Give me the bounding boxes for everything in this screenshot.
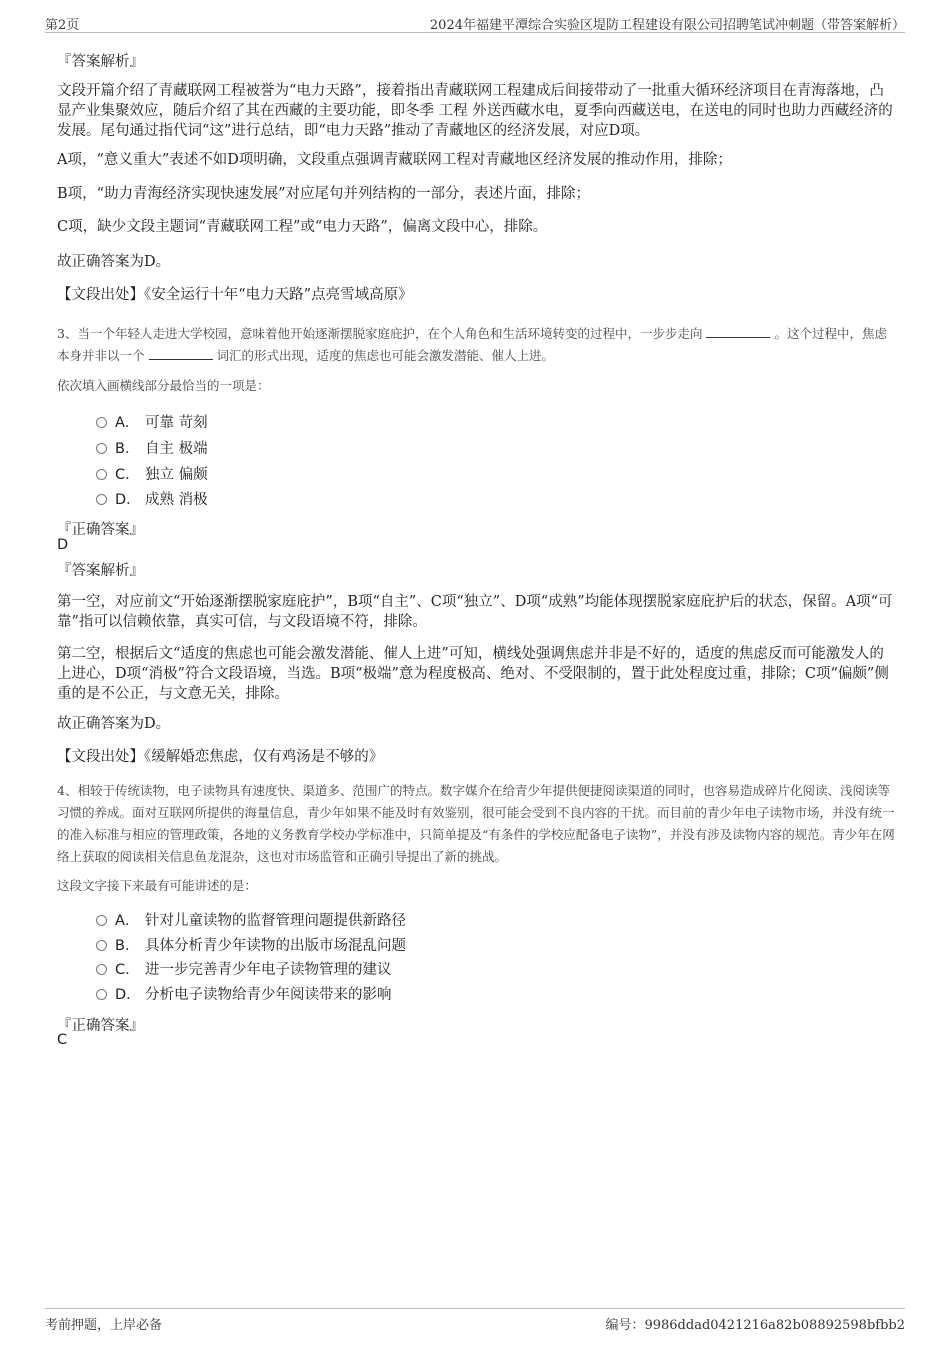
q3-source: 【文段出处】《缓解婚恋焦虑，仅有鸡汤是不够的》 bbox=[57, 749, 384, 765]
q3-blank-1 bbox=[706, 325, 770, 338]
q4-option-b[interactable]: B． 具体分析青少年读物的出版市场混乱问题 bbox=[96, 936, 406, 956]
radio-icon[interactable] bbox=[96, 469, 107, 480]
radio-icon[interactable] bbox=[96, 989, 107, 1000]
q4-stem: 4、相较于传统读物，电子读物具有速度快、渠道多、范围广的特点。数字媒介在给青少年提供便捷阅读渠道的同时，也容易造成碎片化阅读、浅阅读等习惯的养成。面对互联网所提供的海量信息，青少年如果不能及时有效鉴别，很可能会受到不良内容的干扰。而目前的青少年电子读物市场，并没有统一的准入标准与相应的管理政策，各地的义务教育学校办学标准中，只简单提及“有条件的学校应配备电子读物”，并没有涉及读物内容的规范。青少年在网络上获取的阅读相关信息鱼龙混杂，这也对市场监管和正确引导提出了新的挑战。 bbox=[57, 783, 895, 864]
q4-prompt: 这段文字接下来最有可能讲述的是： bbox=[57, 878, 258, 893]
q3-option-d[interactable]: D． 成熟 消极 bbox=[96, 490, 208, 510]
q3-analysis-p2: 第二空，根据后文“适度的焦虑也可能会激发潜能、催人上进”可知，横线处强调焦虑并非是不好的，适度的焦虑反而可能激发人的上进心，D项“消极”符合文段语境，当选。B项“极端”意为程度极高、绝对、不受限制的，置于此处程度过重，排除；C项“偏颇”侧重的是不公正，与文意无关，排除。 bbox=[57, 646, 889, 702]
q4-option-c[interactable]: C． 进一步完善青少年电子读物管理的建议 bbox=[96, 960, 392, 980]
radio-icon[interactable] bbox=[96, 443, 107, 454]
q3-answer-label: 『正确答案』 bbox=[57, 522, 144, 538]
radio-icon[interactable] bbox=[96, 417, 107, 428]
page-footer bbox=[45, 1308, 905, 1333]
q4-option-a[interactable]: A． 针对儿童读物的监督管理问题提供新路径 bbox=[96, 911, 406, 931]
q2-analysis-p2: A项，“意义重大”表述不如D项明确，文段重点强调青藏联网工程对青藏地区经济发展的推动作用，排除； bbox=[57, 152, 732, 168]
radio-icon[interactable] bbox=[96, 940, 107, 951]
q2-conclusion: 故正确答案为D。 bbox=[57, 254, 171, 270]
q2-analysis-p3: B项，“助力青海经济实现快速发展”对应尾句并列结构的一部分，表述片面，排除； bbox=[57, 186, 590, 202]
q3-analysis-p1: 第一空，对应前文“开始逐渐摆脱家庭庇护”，B项“自主”、C项“独立”、D项“成熟”均能体现摆脱家庭庇护后的状态，保留。A项“可靠”指可以信赖依靠，真实可信，与文段语境不符，排除。 bbox=[57, 594, 893, 630]
radio-icon[interactable] bbox=[96, 494, 107, 505]
q4-option-d[interactable]: D． 分析电子读物给青少年阅读带来的影响 bbox=[96, 985, 392, 1005]
radio-icon[interactable] bbox=[96, 915, 107, 926]
q2-analysis-p4: C项，缺少文段主题词“青藏联网工程”或“电力天路”，偏离文段中心，排除。 bbox=[57, 219, 548, 235]
q3-blank-2 bbox=[149, 347, 213, 360]
q2-analysis-p1: 文段开篇介绍了青藏联网工程被誉为“电力天路”，接着指出青藏联网工程建成后间接带动了一批重大循环经济项目在青海落地，凸显产业集聚效应，随后介绍了其在西藏的主要功能，即冬季 工程 外送西藏水电，夏季向西藏送电，在送电的同时也助力西藏经济的发展。尾句通过指代词“这”进行总结，即“电力天路”推动了青藏地区的经济发展，对应D项。 bbox=[57, 83, 893, 139]
page-header bbox=[45, 12, 905, 33]
q3-option-b[interactable]: B． 自主 极端 bbox=[96, 439, 208, 459]
page-number: 第2页 bbox=[45, 18, 80, 33]
q4-answer: C bbox=[57, 1032, 68, 1048]
document-id: 编号：9986ddad0421216a82b08892598bfbb2 bbox=[605, 1318, 905, 1333]
q4-answer-label: 『正确答案』 bbox=[57, 1018, 144, 1034]
radio-icon[interactable] bbox=[96, 964, 107, 975]
q3-prompt: 依次填入画横线部分最恰当的一项是： bbox=[57, 378, 270, 393]
q3-answer: D bbox=[57, 537, 69, 553]
q3-analysis-label: 『答案解析』 bbox=[57, 563, 144, 579]
q2-analysis-label: 『答案解析』 bbox=[57, 54, 144, 70]
q2-source: 【文段出处】《安全运行十年“电力天路”点亮雪域高原》 bbox=[57, 287, 413, 303]
q3-option-c[interactable]: C． 独立 偏颇 bbox=[96, 465, 208, 485]
q3-option-a[interactable]: A． 可靠 苛刻 bbox=[96, 413, 208, 433]
footer-slogan: 考前押题，上岸必备 bbox=[45, 1318, 163, 1333]
q3-stem: 3、当一个年轻人走进大学校园，意味着他开始逐渐摆脱家庭庇护，在个人角色和生活环境转变的过程中，一步步走向 。这个过程中，焦虑本身并非以一个 词汇的形式出现，适度的焦虑也可能会激发潜能、催人上进。 bbox=[57, 326, 887, 363]
document-title: 2024年福建平潭综合实验区堤防工程建设有限公司招聘笔试冲刺题（带答案解析） bbox=[429, 18, 905, 33]
q3-conclusion: 故正确答案为D。 bbox=[57, 716, 171, 732]
